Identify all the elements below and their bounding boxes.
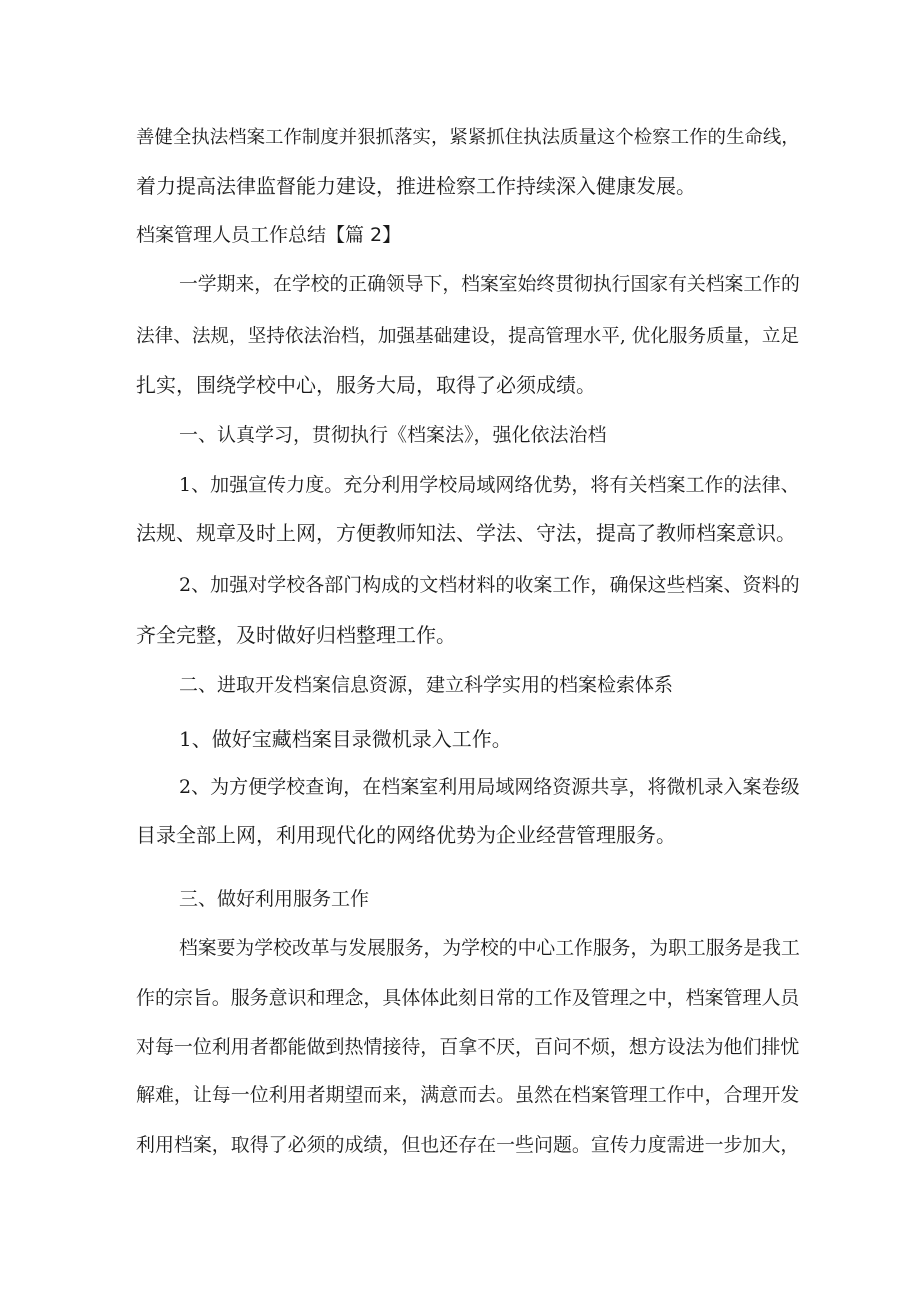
paragraph-1-line-2: 法律、法规，坚持依法治档，加强基础建设，提高管理水平, 优化服务质量，立足: [136, 326, 800, 347]
paragraph-3-line-4: 解难，让每一位利用者期望而来，满意而去。虽然在档案管理工作中，合理开发: [136, 1084, 800, 1106]
section-title: 档案管理人员工作总结【篇 2】: [136, 224, 402, 246]
item-1-2-line-1: 2、加强对学校各部门构成的文档材料的收案工作，确保这些档案、资料的: [179, 574, 800, 596]
paragraph-3-line-5: 利用档案，取得了必须的成绩，但也还存在一些问题。宣传力度需进一步加大，: [136, 1134, 800, 1156]
heading-3: 三、做好利用服务工作: [179, 888, 370, 910]
item-2-2-line-1: 2、为方便学校查询，在档案室利用局域网络资源共享，将微机录入案卷级: [179, 776, 800, 798]
item-2-2-line-2: 目录全部上网，利用现代化的网络优势为企业经营管理服务。: [136, 823, 676, 847]
paragraph-3-line-3: 对每一位利用者都能做到热情接待，百拿不厌，百问不烦，想方设法为他们排忧: [136, 1036, 800, 1058]
item-1-2-line-2: 齐全完整，及时做好归档整理工作。: [136, 623, 456, 647]
paragraph-3-line-2: 作的宗旨。服务意识和理念，具体体此刻日常的工作及管理之中，档案管理人员: [136, 987, 800, 1009]
paragraph-1-line-3: 扎实，围绕学校中心，服务大局，取得了必须成绩。: [136, 373, 596, 397]
item-2-1-line-1: 1、做好宝藏档案目录微机录入工作。: [179, 727, 512, 751]
heading-2: 二、进取开发档案信息资源，建立科学实用的档案检索体系: [179, 674, 674, 696]
item-1-1-line-2: 法规、规章及时上网，方便教师知法、学法、守法，提高了教师档案意识。: [136, 521, 796, 545]
item-1-1-line-1: 1、加强宣传力度。充分利用学校局域网络优势，将有关档案工作的法律、: [179, 474, 800, 496]
heading-1: 一、认真学习，贯彻执行《档案法》，强化依法治档: [179, 424, 607, 446]
intro-line-2: 着力提高法律监督能力建设，推进检察工作持续深入健康发展。: [136, 174, 696, 198]
intro-line-1: 善健全执法档案工作制度并狠抓落实，紧紧抓住执法质量这个检察工作的生命线，: [136, 127, 800, 148]
paragraph-1-line-1: 一学期来，在学校的正确领导下，档案室始终贯彻执行国家有关档案工作的: [179, 274, 800, 295]
paragraph-3-line-1: 档案要为学校改革与发展服务，为学校的中心工作服务，为职工服务是我工: [179, 938, 800, 959]
